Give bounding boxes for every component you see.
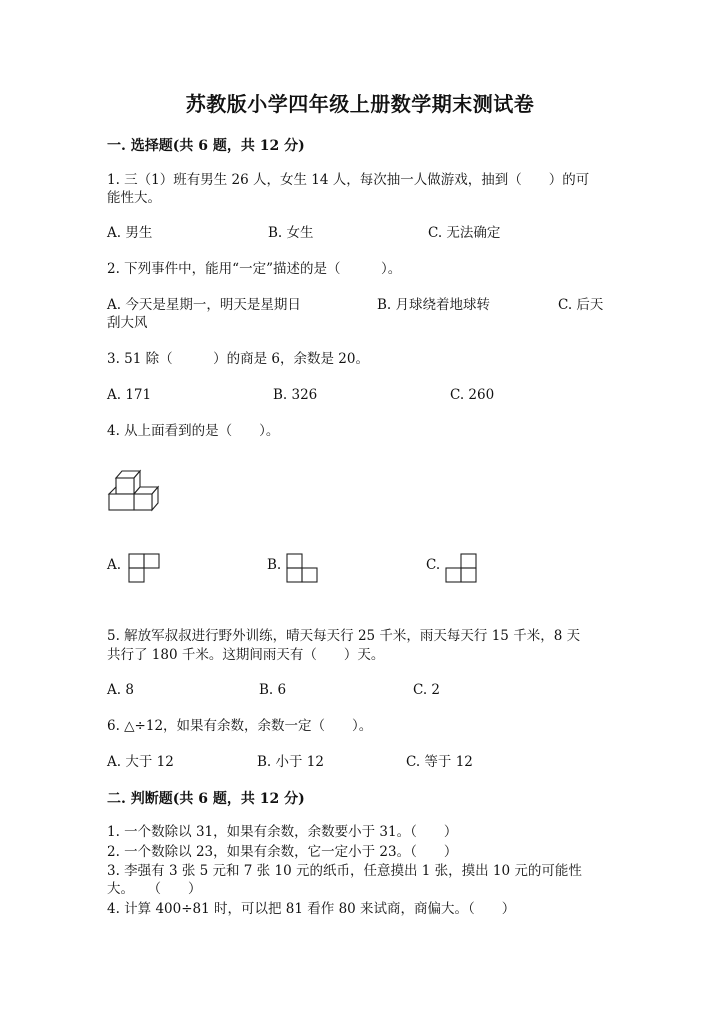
- q4-stem: 4. 从上面看到的是（ ）。: [107, 423, 280, 439]
- q4-option-a-view-icon: [128, 553, 160, 583]
- q3-stem: 3. 51 除（ ）的商是 6，余数是 20。: [107, 351, 369, 367]
- q1-option-c: C. 无法确定: [428, 225, 501, 241]
- q2-option-b: B. 月球绕着地球转: [377, 297, 491, 313]
- q4-option-c-view-icon: [445, 553, 477, 583]
- q5-stem-line2: 共行了 180 千米。这期间雨天有（ ）天。: [107, 647, 385, 663]
- q3-option-c: C. 260: [450, 387, 495, 403]
- q4-option-c: C.: [426, 557, 441, 573]
- q6-stem: 6. △÷12，如果有余数，余数一定（ ）。: [107, 718, 373, 734]
- page-title: 苏教版小学四年级上册数学期末测试卷: [185, 92, 535, 116]
- q1-option-b: B. 女生: [268, 225, 314, 241]
- judge-item-3-line2: 大。 （ ）: [107, 881, 202, 897]
- q4-option-b-view-icon: [286, 553, 318, 583]
- q5-option-c: C. 2: [413, 682, 441, 698]
- judge-item-3-line1: 3. 李强有 3 张 5 元和 7 张 10 元的纸币，任意摸出 1 张，摸出 10 元的可能性: [107, 863, 582, 879]
- q2-stem: 2. 下列事件中，能用“一定”描述的是（ ）。: [107, 261, 402, 277]
- q2-option-a: A. 今天是星期一，明天是星期日: [107, 297, 301, 313]
- q1-stem-line1: 1. 三（1）班有男生 26 人，女生 14 人，每次抽一人做游戏，抽到（ ）的可: [107, 172, 590, 188]
- q2-option-c-continued: 刮大风: [107, 315, 148, 331]
- q2-option-c: C. 后天: [558, 297, 604, 313]
- q1-stem-line2: 能性大。: [107, 190, 161, 206]
- q5-option-a: A. 8: [107, 682, 134, 698]
- q4-option-a: A.: [107, 557, 122, 573]
- q6-option-c: C. 等于 12: [406, 754, 473, 770]
- section-heading-choice: 一. 选择题(共 6 题，共 12 分): [107, 138, 305, 154]
- cube-stack-figure: [106, 468, 164, 512]
- q6-option-a: A. 大于 12: [107, 754, 174, 770]
- section-heading-judgement: 二. 判断题(共 6 题，共 12 分): [107, 791, 305, 807]
- q1-option-a: A. 男生: [107, 225, 153, 241]
- q6-option-b: B. 小于 12: [257, 754, 324, 770]
- q5-option-b: B. 6: [259, 682, 287, 698]
- q5-stem-line1: 5. 解放军叔叔进行野外训练，晴天每天行 25 千米，雨天每天行 15 千米，8 天: [107, 628, 581, 644]
- judge-item-4: 4. 计算 400÷81 时，可以把 81 看作 80 来试商，商偏大。（ ）: [107, 901, 516, 917]
- q3-option-a: A. 171: [107, 387, 152, 403]
- q4-option-b: B.: [267, 557, 282, 573]
- judge-item-2: 2. 一个数除以 23，如果有余数，它一定小于 23。（ ）: [107, 844, 458, 860]
- q3-option-b: B. 326: [273, 387, 318, 403]
- judge-item-1: 1. 一个数除以 31，如果有余数，余数要小于 31。（ ）: [107, 824, 458, 840]
